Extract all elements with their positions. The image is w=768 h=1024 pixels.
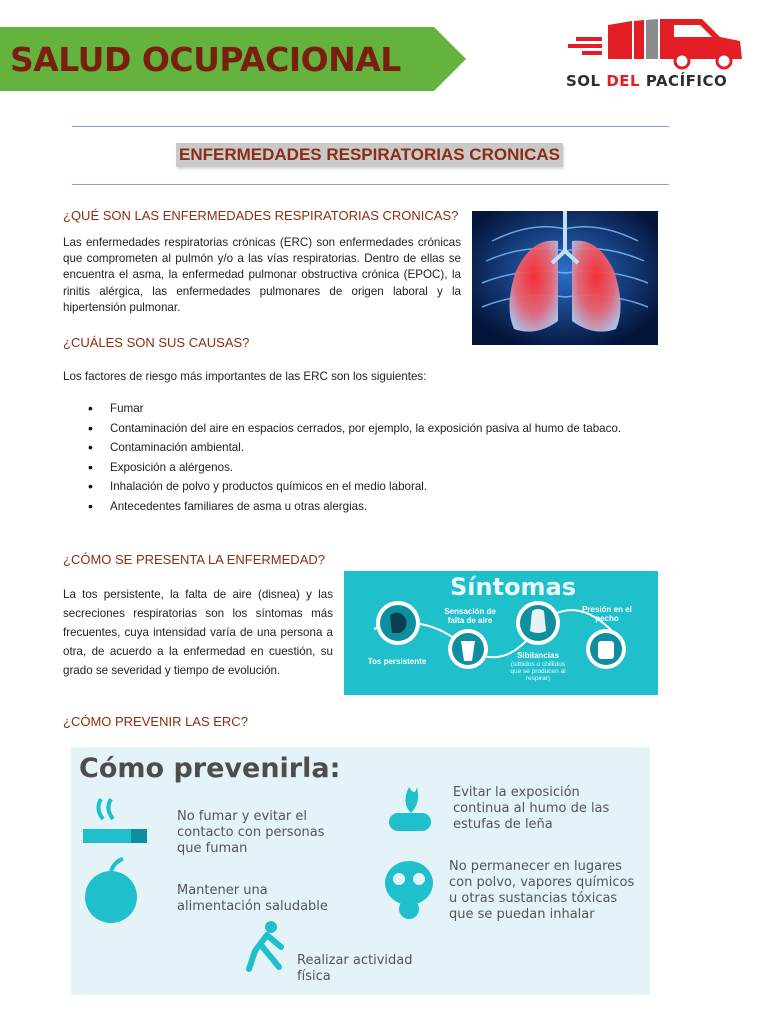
- logo-word-sol: SOL: [566, 72, 607, 90]
- causes-list: [90, 399, 660, 516]
- symptom-label-cough: Tos persistente: [367, 657, 427, 666]
- logo-text: [566, 72, 727, 90]
- document-title-box: [176, 143, 563, 167]
- header-banner: [0, 27, 466, 91]
- list-item: • Antecedentes familiares de asma u otras alergias.: [90, 497, 660, 517]
- section-text-symptoms: La tos persistente, la falta de aire (disnea) y las secreciones respiratorias son los síntomas más frecuentes, cuya intensidad varía de una persona a otra, de acuerdo a la enfermedad en cuestión, su grado se severidad y tiempo de evolución.: [63, 588, 333, 677]
- list-item: • Exposición a alérgenos.: [90, 458, 660, 478]
- symptom-label-breath: Sensación de falta de aire: [444, 607, 496, 625]
- apple-icon: [85, 859, 137, 923]
- prevention-tip-stove: Evitar la exposición continua al humo de las estufas de leña: [453, 785, 610, 832]
- section-text-what: Las enfermedades respiratorias crónicas (ERC) son enfermedades crónicas que comprometen al pulmón y/o a las vías respiratorias. Dentro de ellas se encuentra el asma, la enfermedad pulmonar obstructiva crónica (EPOC), la rinitis alérgica, las enfermedades pulmonares de origen laboral y la hipertensión pulmonar.: [63, 236, 461, 314]
- divider-top: [72, 126, 669, 127]
- section-heading-symptoms: ¿CÓMO SE PRESENTA LA ENFERMEDAD?: [63, 552, 325, 567]
- list-item: • Inhalación de polvo y productos químicos en el medio laboral.: [90, 477, 660, 497]
- prevention-image: [71, 747, 650, 995]
- symptom-label-chest: Presión en el pecho: [582, 605, 632, 623]
- list-item: • Fumar: [90, 399, 660, 419]
- prevention-tip-dust: No permanecer en lugares con polvo, vapores químicos u otras sustancias tóxicas que se puedan inhalar: [449, 859, 635, 922]
- divider-bottom: [72, 184, 669, 185]
- symptom-label-wheeze: Sibilancias: [517, 651, 559, 660]
- list-item: • Contaminación del aire en espacios cerrados, por ejemplo, la exposición pasiva al humo de tabaco.: [90, 419, 660, 439]
- symptoms-diagram: [344, 571, 658, 695]
- prevention-tip-exercise: Realizar actividad física: [297, 953, 413, 984]
- lungs-icon: [472, 211, 658, 345]
- logo-word-del: DEL: [606, 72, 641, 90]
- symptoms-title: Síntomas: [450, 573, 577, 601]
- company-logo: [562, 15, 746, 95]
- gas-mask-icon: [385, 861, 433, 919]
- list-item: • Contaminación ambiental.: [90, 438, 660, 458]
- prevention-tip-food: Mantener una alimentación saludable: [177, 883, 328, 914]
- symptoms-image: [344, 571, 658, 695]
- symptom-label-wheeze-detail: (silbidos o chillidos que se producen al respirar): [510, 661, 566, 682]
- section-text-causes: Los factores de riesgo más importantes de las ERC son los siguientes:: [63, 370, 427, 383]
- fire-icon: [389, 787, 431, 831]
- lungs-image: [472, 211, 658, 345]
- prevention-tip-smoke: No fumar y evitar el contacto con personas que fuman: [177, 809, 325, 856]
- truck-icon: [562, 15, 746, 71]
- prevention-title: Cómo prevenirla:: [79, 753, 341, 784]
- cigarette-icon: [83, 799, 147, 843]
- document-title: ENFERMEDADES RESPIRATORIAS CRONICAS: [179, 145, 560, 164]
- section-heading-what: ¿QUÉ SON LAS ENFERMEDADES RESPIRATORIAS CRONICAS?: [63, 208, 459, 223]
- logo-word-pacifico: PACÍFICO: [640, 72, 728, 90]
- exercise-icon: [249, 921, 281, 969]
- section-heading-causes: ¿CUÁLES SON SUS CAUSAS?: [63, 335, 250, 350]
- banner-title: SALUD OCUPACIONAL: [10, 40, 401, 79]
- section-heading-prevention: ¿CÓMO PREVENIR LAS ERC?: [63, 714, 248, 729]
